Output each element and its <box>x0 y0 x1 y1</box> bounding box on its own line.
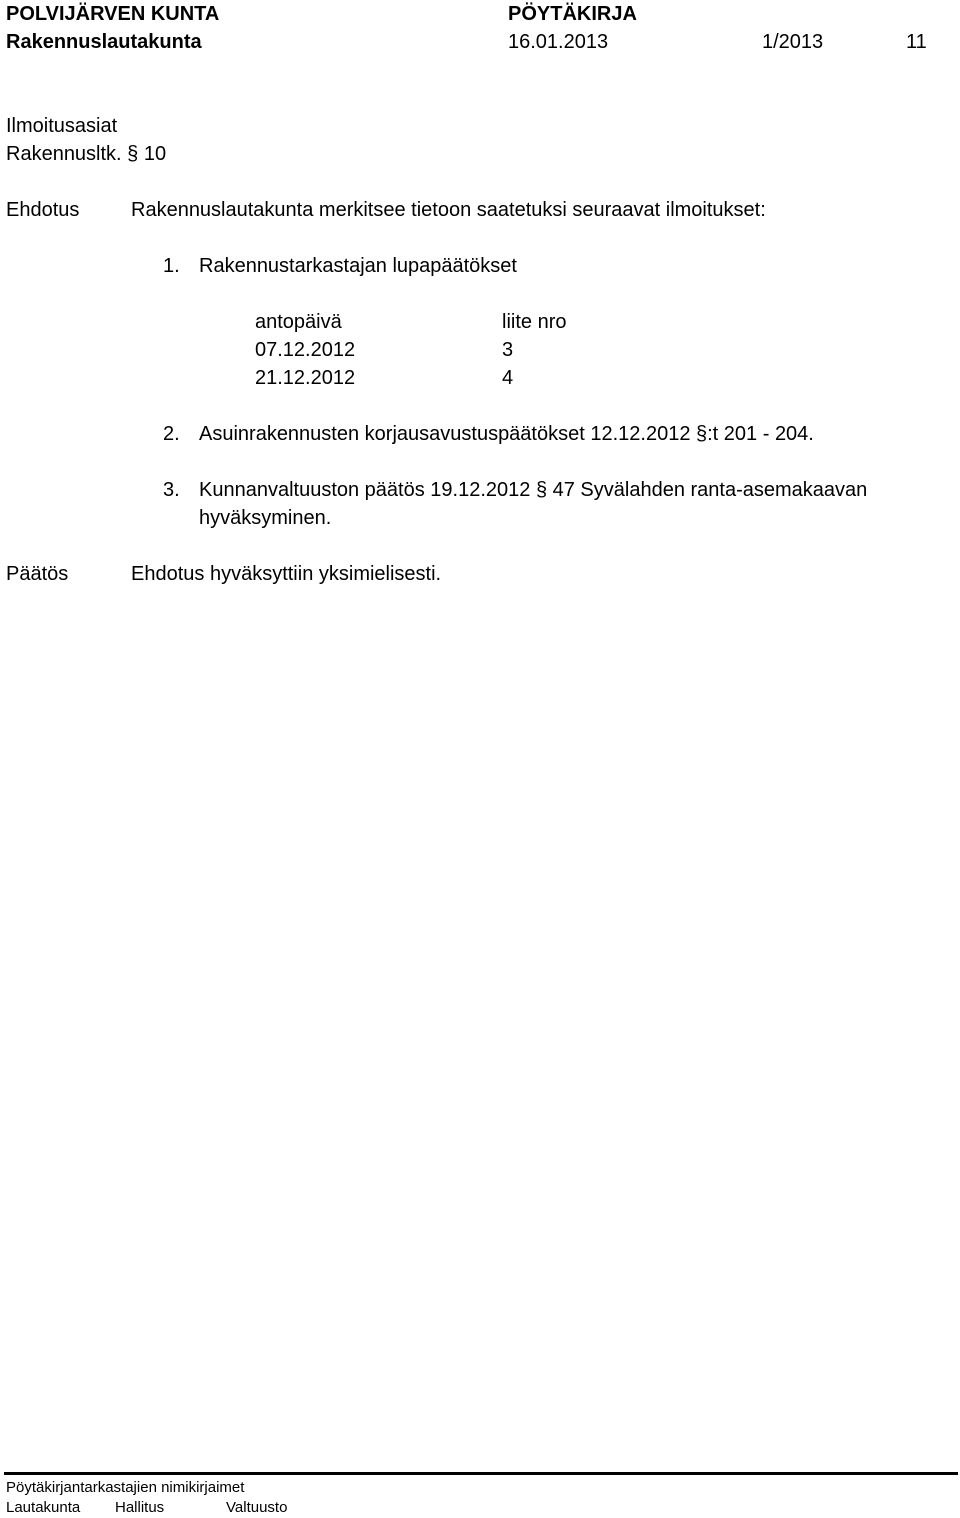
item-text: Rakennustarkastajan lupapäätökset <box>199 255 517 277</box>
footer-initials-government: Hallitus <box>115 1499 165 1516</box>
decision-text: Ehdotus hyväksyttiin yksimielisesti. <box>131 563 442 585</box>
issue-number: 1/2013 <box>762 31 824 53</box>
footer-divider <box>4 1472 958 1475</box>
table-cell-attachment: 4 <box>502 367 514 389</box>
decision-label: Päätös <box>6 563 69 585</box>
item-text-continuation: hyväksyminen. <box>199 507 332 529</box>
municipality-name: POLVIJÄRVEN KUNTA <box>6 3 220 25</box>
item-number: 1. <box>163 255 180 277</box>
proposal-text: Rakennuslautakunta merkitsee tietoon saatetuksi seuraavat ilmoitukset: <box>131 199 766 221</box>
section-title: Ilmoitusasiat <box>6 115 118 137</box>
table-cell-date: 07.12.2012 <box>255 339 356 361</box>
table-cell-attachment: 3 <box>502 339 514 361</box>
board-name: Rakennuslautakunta <box>6 31 202 53</box>
table-header-date: antopäivä <box>255 311 342 333</box>
item-text: Asuinrakennusten korjausavustuspäätökset 12.12.2012 §:t 201 - 204. <box>199 423 814 445</box>
table-cell-date: 21.12.2012 <box>255 367 356 389</box>
footer-title: Pöytäkirjantarkastajien nimikirjaimet <box>6 1479 245 1496</box>
page-number: 11 <box>906 31 927 53</box>
footer-initials-board: Lautakunta <box>6 1499 81 1516</box>
table-header-attachment: liite nro <box>502 311 567 333</box>
proposal-label: Ehdotus <box>6 199 80 221</box>
footer-initials-council: Valtuusto <box>226 1499 288 1516</box>
document-type: PÖYTÄKIRJA <box>508 3 637 25</box>
item-number: 2. <box>163 423 180 445</box>
meeting-date: 16.01.2013 <box>508 31 609 53</box>
section-ref: Rakennusltk. § 10 <box>6 143 167 165</box>
item-number: 3. <box>163 479 180 501</box>
item-text: Kunnanvaltuuston päätös 19.12.2012 § 47 Syvälahden ranta-asemakaavan <box>199 479 868 501</box>
